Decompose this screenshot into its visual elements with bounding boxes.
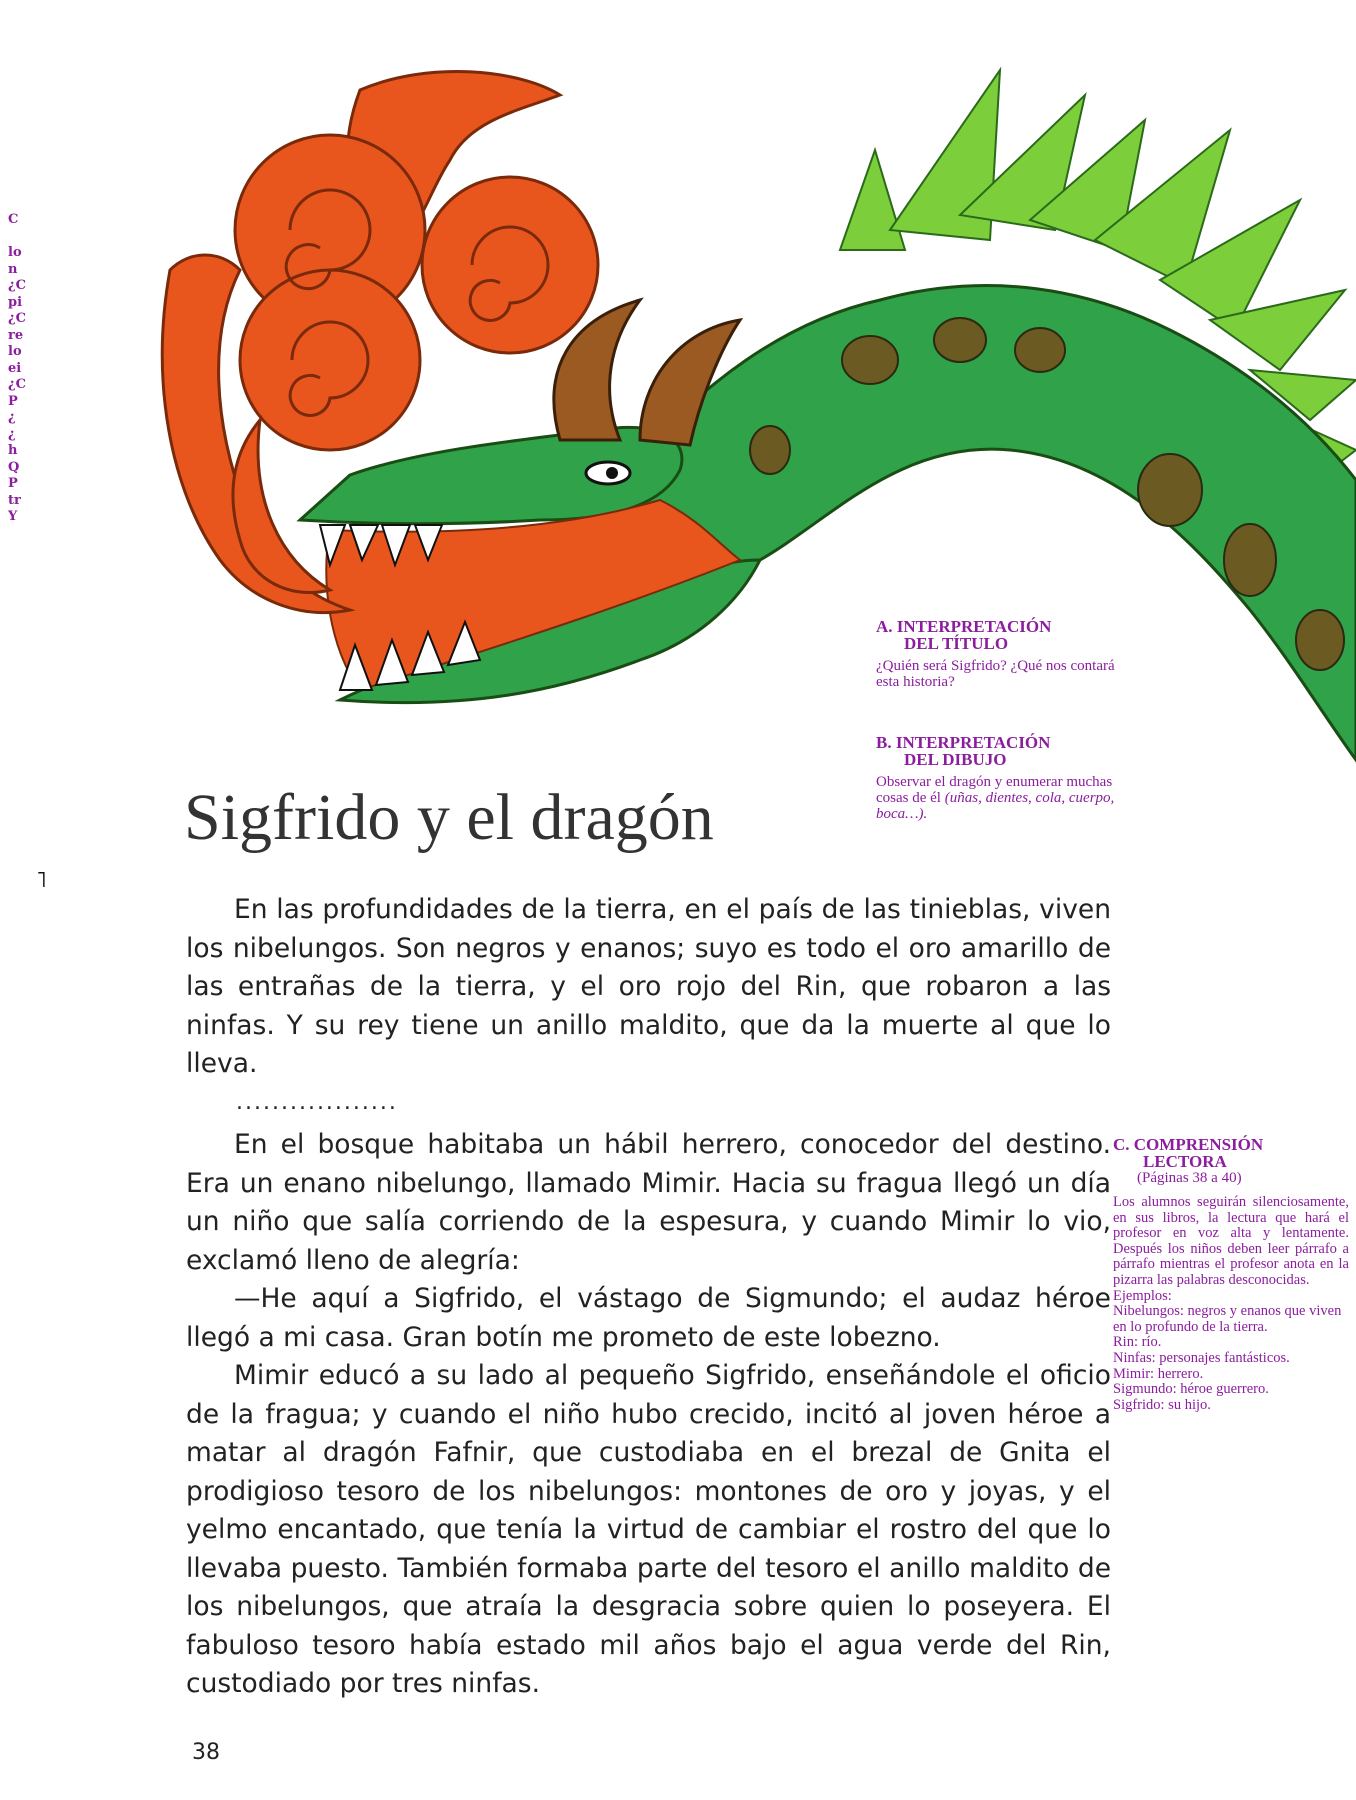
- body-paragraph-1: [186, 891, 1111, 1084]
- note-heading-line1: C. COMPRENSIÓN: [1113, 1135, 1264, 1154]
- margin-fragment: re: [8, 327, 24, 343]
- example-item: Sigfrido: su hijo.: [1113, 1396, 1211, 1413]
- separator-dots: ..................: [236, 1090, 398, 1115]
- margin-fragment: ¿: [8, 410, 16, 425]
- left-margin-fragments: [8, 212, 28, 526]
- note-text: ¿Quién será Sigfrido? ¿Qué nos contará esta historia?: [876, 658, 1115, 690]
- page-title: Sigfrido y el dragón: [184, 781, 714, 854]
- margin-fragment: Y: [8, 509, 18, 524]
- example-item: Sigmundo: héroe guerrero.: [1113, 1381, 1269, 1398]
- paragraph: En las profundidades de la tierra, en el país de las tinieblas, viven los nibelungos. Son negros y enanos; suyo es todo el oro amarillo de las entrañas de la tierra, y el oro rojo del Rin, que robaron a las ninfas. Y su rey tiene un anillo maldito, que da la muerte al que lo lleva.: [186, 894, 1111, 1079]
- margin-fragment: h: [8, 443, 18, 458]
- note-heading-line2: LECTORA: [1143, 1152, 1227, 1171]
- margin-fragment: lo: [8, 245, 22, 260]
- margin-fragment: pi: [8, 294, 23, 310]
- margin-fragment: Q: [8, 459, 20, 475]
- note-heading-line2: DEL TÍTULO: [904, 634, 1009, 653]
- margin-fragment: ¿C: [8, 278, 26, 293]
- note-heading: [876, 618, 1116, 652]
- note-heading: [876, 734, 1116, 768]
- margin-fragment: P: [8, 476, 18, 491]
- note-reading-comprehension: [1113, 1136, 1349, 1413]
- paragraph: En el bosque habitaba un hábil herrero, conocedor del destino. Era un enano nibelungo, llamado Mimir. Hacia su fragua llegó un día un niño que salía corriendo de la espesura, y cuando Mimir lo vio, exclamó lleno de alegría:: [186, 1129, 1111, 1276]
- example-item: Nibelungos: negros y enanos que viven en lo profundo de la tierra.: [1113, 1303, 1342, 1335]
- note-title-interpretation: [876, 618, 1116, 690]
- note-text: Los alumnos seguirán silenciosamente, en sus libros, la lectura que hará el profesor en voz alta y lentamente. Después los niños deben leer párrafo a párrafo mientras el profesor anota en la pizarra las palabras desconocidas.: [1113, 1194, 1349, 1288]
- note-heading-line1: B. INTERPRETACIÓN: [876, 733, 1051, 752]
- page-mark: ˥: [36, 868, 47, 893]
- dragon-illustration: [0, 0, 1356, 800]
- margin-fragment: lo: [8, 344, 22, 359]
- note-pages: (Páginas 38 a 40): [1137, 1170, 1242, 1186]
- margin-fragment: n: [8, 261, 18, 277]
- page-number: 38: [192, 1740, 220, 1765]
- margin-fragment: [8, 229, 22, 246]
- margin-fragment: C: [8, 212, 19, 227]
- margin-fragment: ¿C: [8, 377, 26, 392]
- paragraph: —He aquí a Sigfrido, el vástago de Sigmundo; el audaz héroe llegó a mi casa. Gran botín me prometo de este lobezno.: [186, 1283, 1111, 1353]
- body-main: [186, 1126, 1111, 1704]
- note-heading-line1: A. INTERPRETACIÓN: [876, 617, 1052, 636]
- note-text-italic: (uñas, dientes, cola, cuerpo, boca…).: [876, 790, 1115, 822]
- note-text: [876, 774, 1116, 822]
- margin-fragment: P: [8, 393, 18, 409]
- margin-fragment: tr: [8, 492, 21, 508]
- examples-label: Ejemplos:: [1113, 1287, 1172, 1304]
- example-item: Rin: río.: [1113, 1334, 1162, 1351]
- note-text-plain: Observar el dragón y enumerar muchas cosas de él: [876, 774, 1113, 806]
- example-item: Mimir: herrero.: [1113, 1365, 1204, 1382]
- paragraph: Mimir educó a su lado al pequeño Sigfrido, enseñándole el oficio de la fragua; y cuando el niño hubo crecido, incitó al joven héroe a matar al dragón Fafnir, que custodiaba en el brezal de Gnita el prodigioso tesoro de los nibelungos: montones de oro y joyas, y el yelmo encantado, que tenía la virtud de cambiar el rostro del que lo llevaba puesto. También formaba parte del tesoro el anillo maldito de los nibelungos, que atraía la desgracia sobre quien lo poseyera. El fabuloso tesoro había estado mil años bajo el agua verde del Rin, custodiado por tres ninfas.: [186, 1360, 1111, 1699]
- note-drawing-interpretation: [876, 734, 1116, 822]
- example-item: Ninfas: personajes fantásticos.: [1113, 1349, 1290, 1366]
- note-heading-line2: DEL DIBUJO: [904, 750, 1007, 769]
- margin-fragment: ¿: [8, 426, 16, 442]
- margin-fragment: ei: [8, 360, 22, 376]
- margin-fragment: ¿C: [8, 311, 26, 326]
